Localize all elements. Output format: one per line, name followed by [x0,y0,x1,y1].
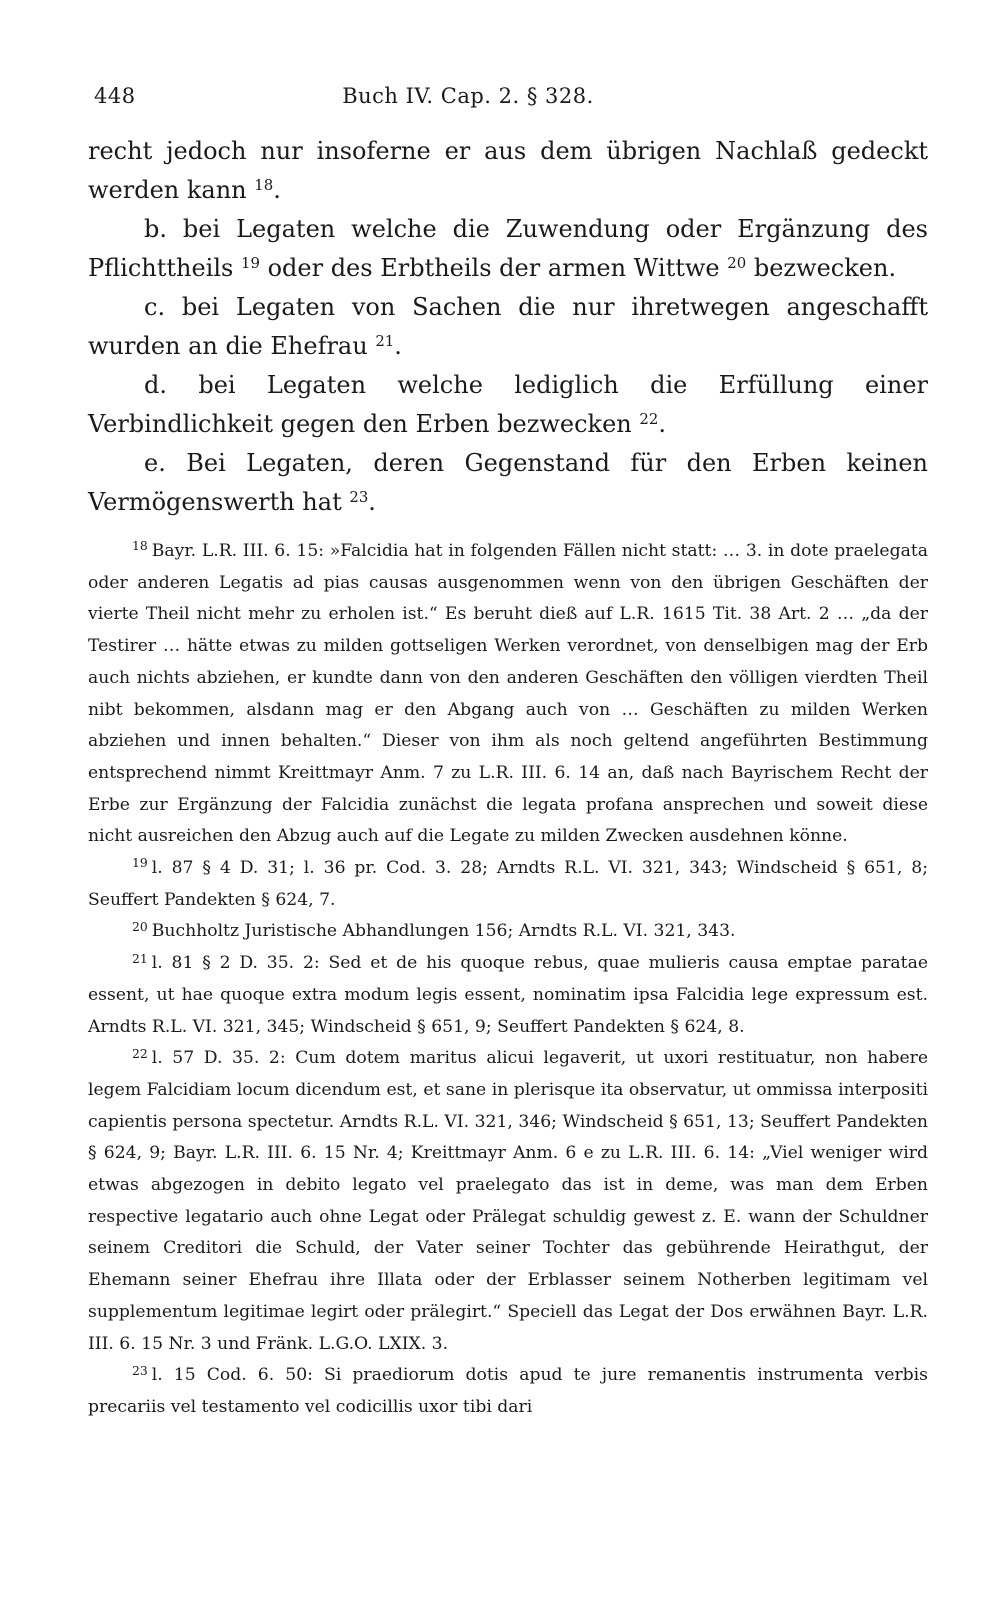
footnote-ref: 18 [254,175,274,194]
footnote-text: l. 15 Cod. 6. 50: Si praediorum dotis apud te jure remanentis instrumenta verbis precariis vel testamento vel codicillis uxor tibi dari [88,1365,928,1417]
list-item-text: c. bei Legaten von Sachen die nur ihretwegen angeschafft wurden an die Ehefrau [88,293,928,360]
list-item-b [88,210,928,288]
list-item-c [88,288,928,366]
list-item-text: e. Bei Legaten, deren Gegenstand für den Erben keinen Vermögenswerth hat [88,449,928,516]
footnote-23 [88,1360,928,1423]
running-header [88,78,928,118]
page-number: 448 [94,84,136,108]
footnote-number: 22 [132,1046,148,1061]
footnote-number: 20 [132,919,148,934]
footnote-number: 21 [132,951,148,966]
list-item-text: oder des Erbtheils der armen Wittwe [267,254,720,282]
list-item-d [88,366,928,444]
footnote-number: 23 [132,1363,148,1378]
document-page [88,78,928,1424]
footnote-ref: 21 [375,331,395,350]
footnote-text: l. 81 § 2 D. 35. 2: Sed et de his quoque rebus, quae mulieris causa emptae paratae essent, ut hae quoque extra modum legis essent, nominatim ipsa Falcidia lege expressum est. Arndts R.L. VI. 321, 345; Windscheid § 651, 9; Seuffert Pandekten § 624, 8. [88,953,928,1037]
main-text [88,132,928,522]
list-item-text: b. bei Legaten welche die Zuwendung oder Ergänzung des Pflichttheils [88,215,928,282]
footnote-text: l. 87 § 4 D. 31; l. 36 pr. Cod. 3. 28; Arndts R.L. VI. 321, 343; Windscheid § 651, 8; Seuffert Pandekten § 624, 7. [88,858,928,910]
footnote-text: l. 57 D. 35. 2: Cum dotem maritus alicui legaverit, ut uxori restituatur, non habere legem Falcidiam locum dicendum est, et sane in plerisque ita observatur, ut ommissa interpositi capientis persona spectetur. Arndts R.L. VI. 321, 346; Windscheid § 651, 13; Seuffert Pandekten § 624, 9; Bayr. L.R. III. 6. 15 Nr. 4; Kreittmayr Anm. 6 e zu L.R. III. 6. 14: „Viel weniger wird etwas abgezogen in debito legato vel praelegato das ist in deme, was man dem Erben respective legatario auch ohne Legat oder Prälegat schuldig gewest z. E. wann der Schuldner seinem Creditori die Schuld, der Vater seiner Tochter das gebührende Heirathgut, der Ehemann seiner Ehefrau ihre Illata oder der Erblasser seinem Notherben legitimam vel supplementum legitimae legirt oder prälegirt.“ Speciell das Legat der Dos erwähnen Bayr. L.R. III. 6. 15 Nr. 3 und Fränk. L.G.O. LXIX. 3. [88,1048,928,1354]
chapter-reference: Buch IV. Cap. 2. § 328. [342,84,594,108]
footnote-20 [88,916,928,948]
list-item-end: . [658,410,666,438]
footnote-ref: 20 [727,253,747,272]
footnote-number: 18 [132,539,148,554]
footnote-22 [88,1043,928,1360]
footnote-number: 19 [132,856,148,871]
footnote-ref: 22 [639,409,659,428]
continuation-paragraph: recht jedoch nur insoferne er aus dem übrigen Nachlaß gedeckt werden kann $^{18}$. [88,137,928,204]
list-item-end: . [394,332,402,360]
list-item-e [88,444,928,522]
footnote-21 [88,948,928,1043]
footnote-text: Bayr. L.R. III. 6. 15: »Falcidia hat in folgenden Fällen nicht statt: … 3. in dote praelegata oder anderen Legatis ad pias causas ausgenommen wenn von den übrigen Geschäften der vierte Theil nicht mehr zu erholen ist.“ Es beruht dieß auf L.R. 1615 Tit. 38 Art. 2 … „da der Testirer … hätte etwas zu milden gottseligen Werken verordnet, von denselbigen mag der Erb auch nichts abziehen, er kundte dann von den anderen Geschäften den völligen vierdten Theil nibt bekommen, alsdann mag er den Abgang auch von … Geschäften zu milden Werken abziehen und innen behalten.“ Dieser von ihm als noch geltend angeführten Bestimmung entsprechend nimmt Kreittmayr Anm. 7 zu L.R. III. 6. 14 an, daß nach Bayrischem Recht der Erbe zur Ergänzung der Falcidia zunächst die legata profana ansprechen und soweit diese nicht ausreichen den Abzug auch auf die Legate zu milden Zwecken ausdehnen könne. [88,541,928,847]
list-item-text: d. bei Legaten welche lediglich die Erfüllung einer Verbindlichkeit gegen den Erben bezwecken [88,371,928,438]
footnotes [88,536,928,1424]
continuation-text: recht jedoch nur insoferne er aus dem übrigen Nachlaß gedeckt werden kann [88,137,928,204]
list-item-text: bezwecken. [753,254,897,282]
footnote-ref: 23 [349,487,369,506]
footnote-text: Buchholtz Juristische Abhandlungen 156; Arndts R.L. VI. 321, 343. [151,921,736,942]
footnote-18 [88,536,928,853]
list-item-end: . [368,488,376,516]
footnote-ref: 19 [241,253,260,272]
footnote-19 [88,853,928,916]
